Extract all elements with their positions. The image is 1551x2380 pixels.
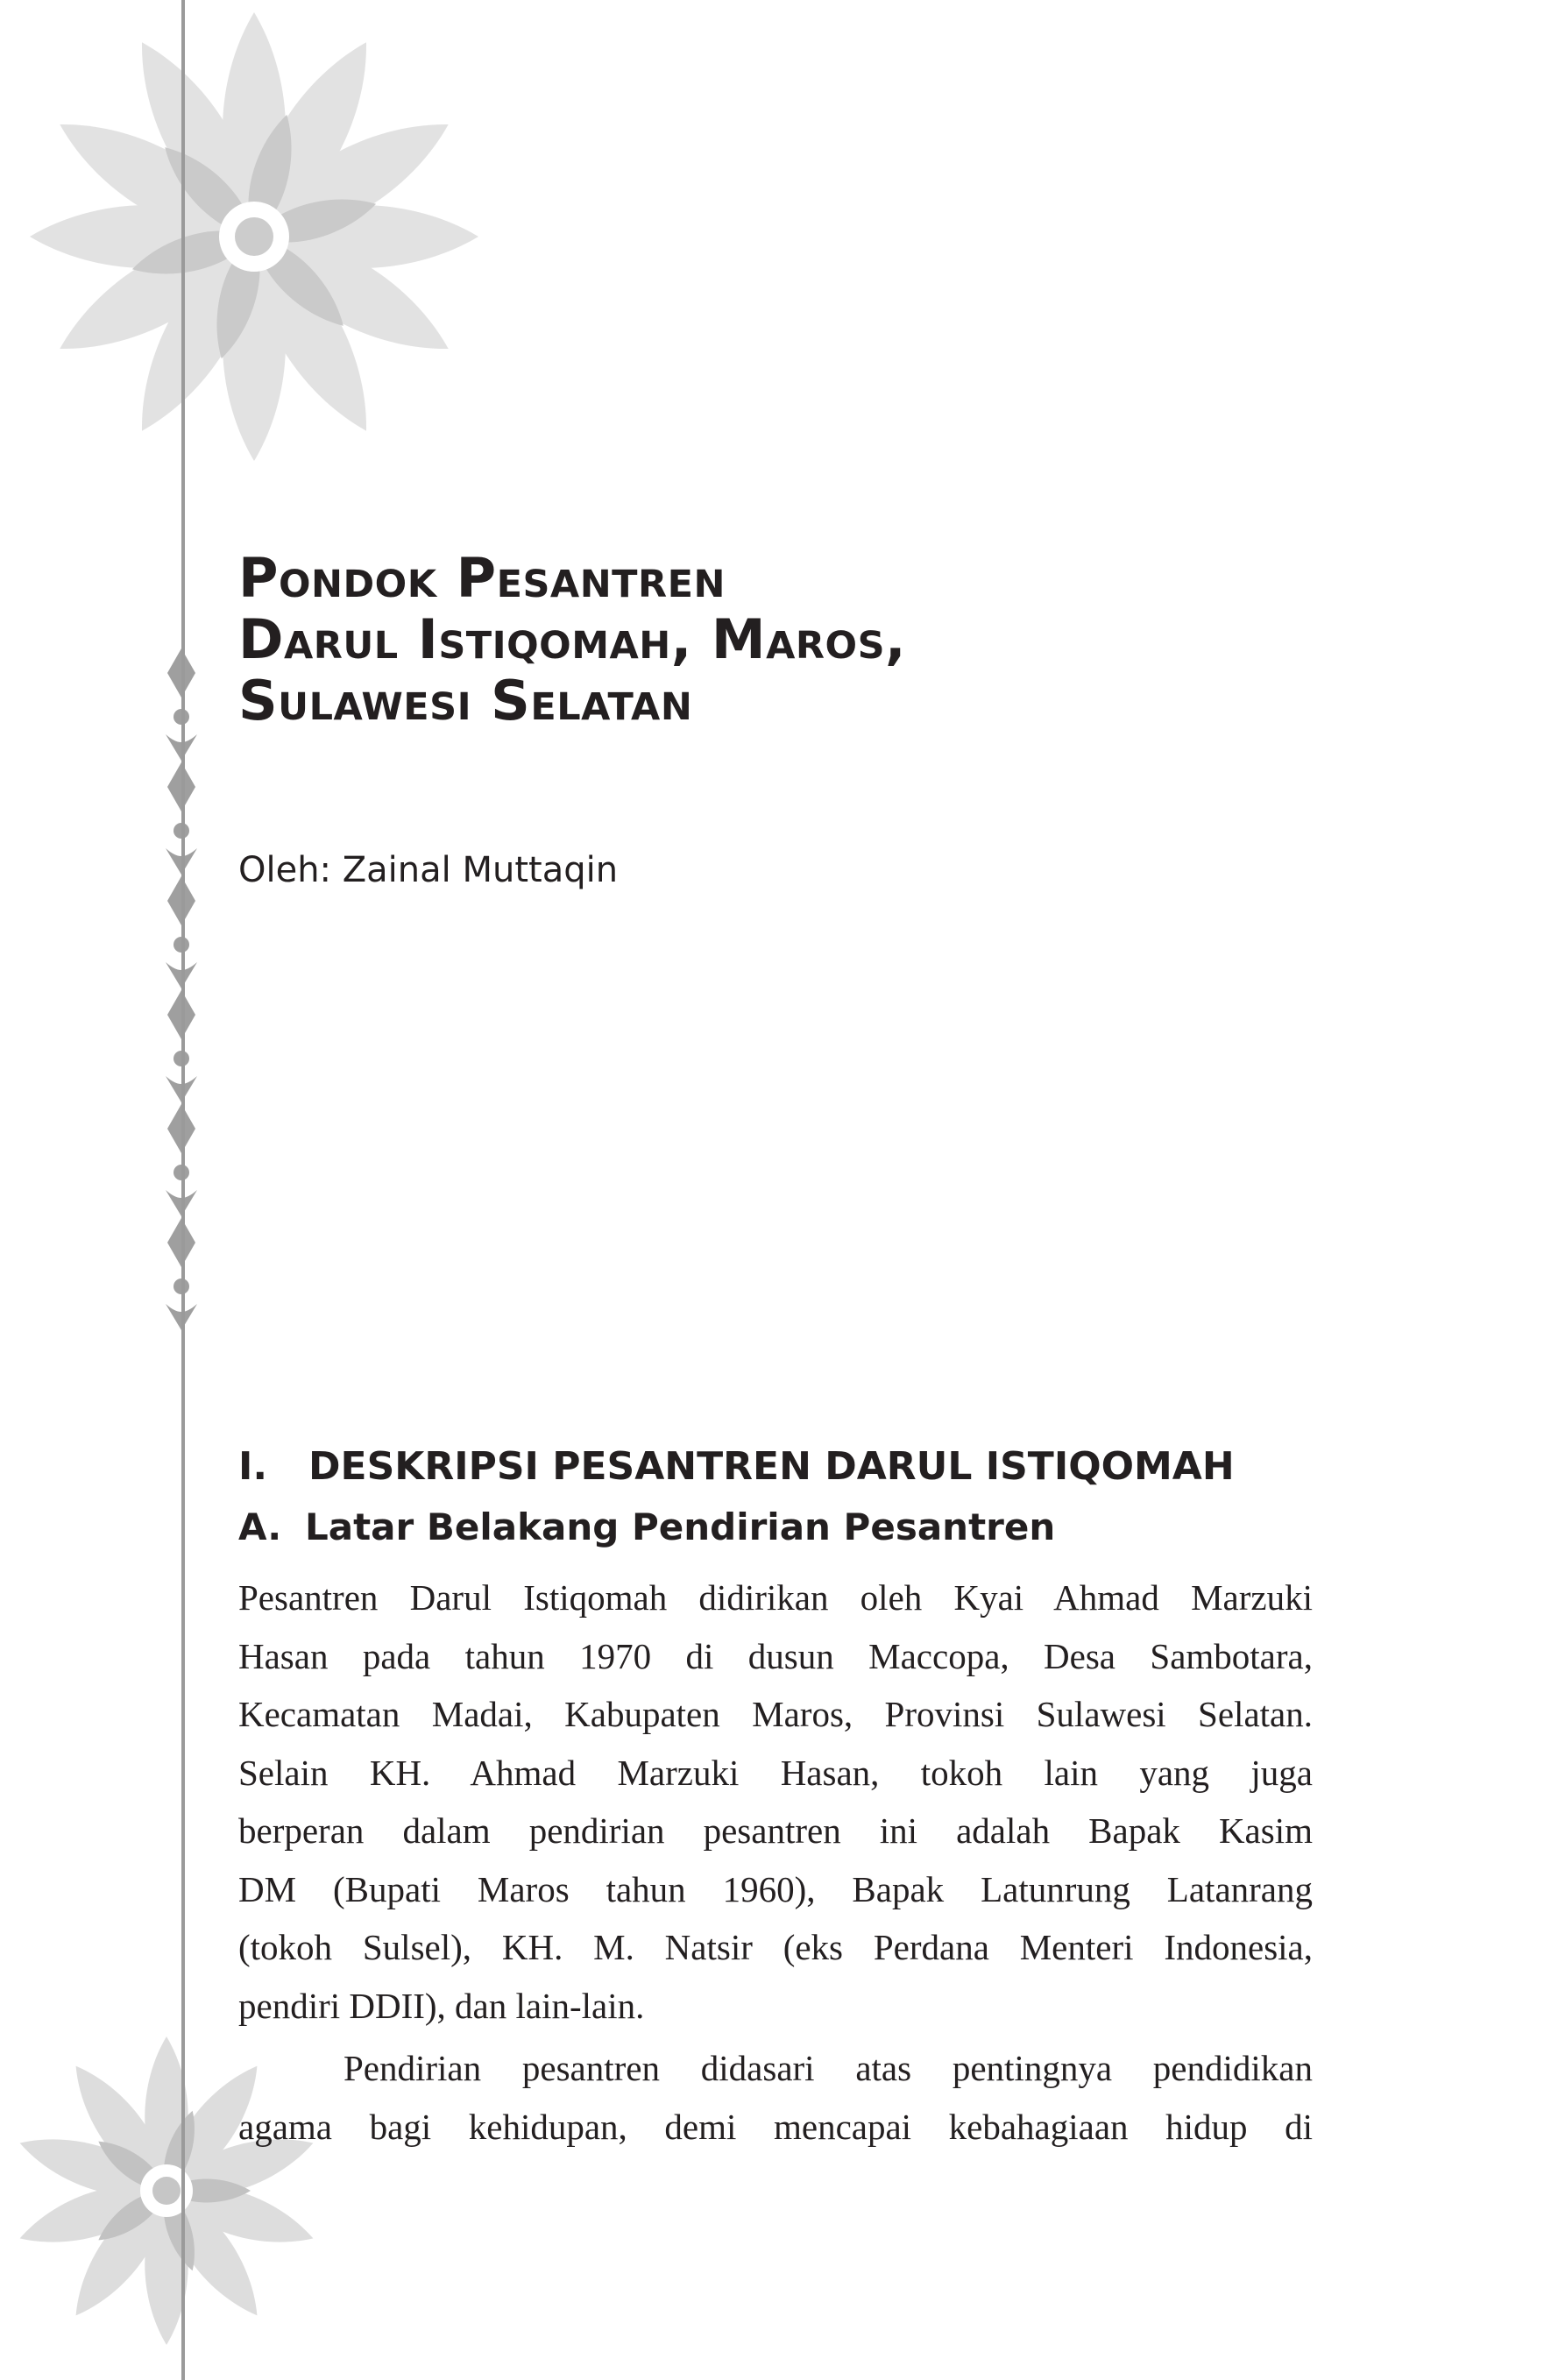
paragraph-line: agama bagi kehidupan, demi mencapai kebahagiaan hidup di <box>238 2106 1313 2147</box>
paragraph-line: (tokoh Sulsel), KH. M. Natsir (eks Perdana Menteri Indonesia, <box>238 1927 1313 1967</box>
title-line-3: Sulawesi Selatan <box>238 669 693 733</box>
title-line-1: Pondok Pesantren <box>238 546 726 610</box>
author-byline: Oleh: Zainal Muttaqin <box>238 850 619 890</box>
paragraph-line: Pesantren Darul Istiqomah didirikan oleh Kyai Ahmad Marzuki <box>238 1577 1313 1618</box>
paragraph-line: pendiri DDII), dan lain-lain. <box>238 1985 645 2026</box>
section-heading <box>238 1444 1235 1489</box>
paragraph-line: Kecamatan Madai, Kabupaten Maros, Provinsi Sulawesi Selatan. <box>238 1694 1313 1734</box>
paragraph-2 <box>238 2039 1313 2156</box>
paragraph-line: Selain KH. Ahmad Marzuki Hasan, tokoh lain yang juga <box>238 1752 1313 1793</box>
paragraph-line: Pendirian pesantren didasari atas pentingnya pendidikan <box>343 2048 1313 2088</box>
subsection-heading <box>238 1505 1055 1548</box>
page-spine-line <box>181 0 185 2380</box>
subsection-letter: A. <box>238 1505 282 1548</box>
paragraph-1 <box>238 1569 1313 2035</box>
subsection-heading-text: Latar Belakang Pendirian Pesantren <box>305 1505 1056 1548</box>
chapter-title <box>238 548 1377 732</box>
title-line-2: Darul Istiqomah, Maros, <box>238 607 907 671</box>
paragraph-line: Hasan pada tahun 1970 di dusun Maccopa, Desa Sambotara, <box>238 1635 1313 1676</box>
paragraph-line: berperan dalam pendirian pesantren ini adalah Bapak Kasim <box>238 1810 1313 1851</box>
top-mandala-ornament <box>30 12 478 461</box>
section-number: I. <box>238 1444 268 1489</box>
paragraph-line: DM (Bupati Maros tahun 1960), Bapak Latunrung Latanrang <box>238 1868 1313 1909</box>
section-heading-text: DESKRIPSI PESANTREN DARUL ISTIQOMAH <box>308 1444 1235 1489</box>
